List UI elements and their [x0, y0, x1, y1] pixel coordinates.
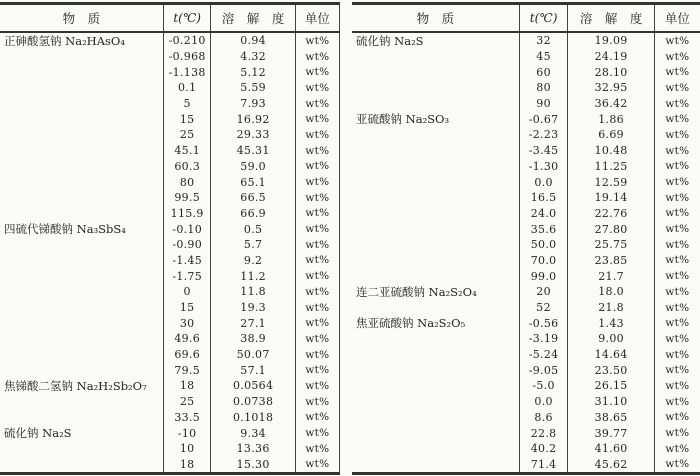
unit-cell: wt% — [296, 441, 340, 457]
data-row — [164, 80, 340, 96]
group-rows — [520, 284, 700, 315]
unit-cell: wt% — [296, 331, 340, 347]
substance-group — [352, 33, 700, 111]
data-row — [164, 457, 340, 473]
data-row — [164, 394, 340, 410]
temperature-cell: 80 — [164, 174, 212, 190]
unit-cell: wt% — [665, 411, 690, 424]
temperature-cell: 45.1 — [164, 143, 212, 159]
substance-group — [0, 378, 340, 425]
data-row — [520, 174, 700, 190]
solubility-cell: 57.1 — [211, 362, 295, 378]
unit-cell: wt% — [296, 190, 340, 206]
temperature-cell: 15 — [164, 111, 212, 127]
temperature-cell: -3.45 — [520, 143, 569, 159]
data-row — [520, 190, 700, 206]
unit-cell: wt% — [296, 111, 340, 127]
temperature-cell: 35.6 — [520, 221, 569, 237]
substance-cell — [352, 111, 520, 284]
solubility-cell: 6.69 — [568, 127, 654, 143]
solubility-cell: 10.48 — [568, 143, 654, 159]
unit-cell: wt% — [296, 268, 340, 284]
substance-group — [352, 284, 700, 315]
header-substance: 物 质 — [352, 5, 520, 31]
unit-cell: wt% — [296, 159, 340, 175]
temperature-cell: 5 — [164, 96, 212, 112]
group-rows — [520, 111, 700, 284]
temperature-cell: 52 — [520, 300, 569, 316]
solubility-cell: 0.0564 — [211, 378, 295, 394]
solubility-cell: 65.1 — [211, 174, 295, 190]
solubility-cell: 19.3 — [211, 300, 295, 316]
solubility-cell: 11.25 — [568, 159, 654, 175]
temperature-cell: 32 — [520, 33, 569, 49]
unit-cell: wt% — [665, 364, 690, 377]
substance-name: 正砷酸氢钠 Na₂HAsO₄ — [4, 33, 125, 48]
group-rows — [520, 33, 700, 111]
solubility-cell: 21.7 — [568, 268, 654, 284]
temperature-cell: 24.0 — [520, 206, 569, 222]
solubility-cell: 23.85 — [568, 253, 654, 269]
data-row — [520, 441, 700, 457]
unit-cell: wt% — [296, 394, 340, 410]
data-row — [520, 362, 700, 378]
temperature-cell: 50.0 — [520, 237, 569, 253]
substance-group — [0, 221, 340, 378]
unit-cell: wt% — [665, 207, 690, 220]
temperature-cell: 0 — [164, 284, 212, 300]
solubility-cell: 7.93 — [211, 96, 295, 112]
solubility-cell: 50.07 — [211, 347, 295, 363]
solubility-cell: 1.43 — [568, 315, 654, 331]
substance-name: 硫化钠 Na₂S — [356, 33, 424, 48]
solubility-cell: 22.76 — [568, 206, 654, 222]
solubility-cell: 29.33 — [211, 127, 295, 143]
temperature-cell: 30 — [164, 315, 212, 331]
temperature-cell: 16.5 — [520, 190, 569, 206]
temperature-cell: -5.0 — [520, 378, 569, 394]
solubility-cell: 59.0 — [211, 159, 295, 175]
unit-cell: wt% — [296, 425, 340, 441]
group-rows — [520, 315, 700, 472]
solubility-cell: 13.36 — [211, 441, 295, 457]
unit-cell: wt% — [296, 362, 340, 378]
substance-group — [0, 33, 340, 221]
unit-cell: wt% — [665, 458, 690, 471]
header-solubility: 溶 解 度 — [211, 5, 295, 31]
solubility-cell: 27.1 — [211, 315, 295, 331]
data-row — [164, 410, 340, 426]
temperature-cell: 22.8 — [520, 425, 569, 441]
temperature-cell: 49.6 — [164, 331, 212, 347]
solubility-cell: 28.10 — [568, 64, 654, 80]
temperature-cell: 60.3 — [164, 159, 212, 175]
unit-cell: wt% — [665, 254, 690, 267]
data-row — [164, 127, 340, 143]
unit-cell: wt% — [665, 34, 690, 47]
unit-cell: wt% — [665, 442, 690, 455]
unit-cell: wt% — [296, 284, 340, 300]
substance-cell — [0, 425, 164, 472]
solubility-cell: 45.62 — [568, 457, 654, 473]
group-rows — [164, 33, 340, 221]
temperature-cell: -0.10 — [164, 221, 212, 237]
header-unit: 单位 — [664, 11, 690, 26]
group-rows — [164, 221, 340, 378]
temperature-cell: 10 — [164, 441, 212, 457]
data-row — [520, 49, 700, 65]
unit-cell: wt% — [665, 223, 690, 236]
data-row — [164, 253, 340, 269]
data-row — [164, 206, 340, 222]
unit-cell: wt% — [665, 66, 690, 79]
temperature-cell: 18 — [164, 457, 212, 473]
temperature-cell: -5.24 — [520, 347, 569, 363]
temperature-cell: -3.19 — [520, 331, 569, 347]
temperature-cell: 33.5 — [164, 410, 212, 426]
temperature-cell: -0.56 — [520, 315, 569, 331]
temperature-cell: -0.210 — [164, 33, 212, 49]
unit-cell: wt% — [296, 410, 340, 426]
temperature-cell: 99.5 — [164, 190, 212, 206]
substance-name: 四硫代锑酸钠 Na₃SbS₄ — [4, 222, 126, 237]
data-row — [520, 127, 700, 143]
temperature-cell: 99.0 — [520, 268, 569, 284]
unit-cell: wt% — [296, 143, 340, 159]
header-temperature: t(℃) — [164, 5, 212, 31]
data-row — [520, 221, 700, 237]
temperature-cell: -1.75 — [164, 268, 212, 284]
temperature-cell: 0.0 — [520, 394, 569, 410]
temperature-cell: -1.138 — [164, 64, 212, 80]
temperature-cell: 80 — [520, 80, 569, 96]
temperature-cell: -9.05 — [520, 362, 569, 378]
temperature-cell: -0.90 — [164, 237, 212, 253]
solubility-cell: 11.2 — [211, 268, 295, 284]
header-solubility: 溶 解 度 — [568, 5, 654, 31]
unit-cell: wt% — [665, 379, 690, 392]
solubility-cell: 9.34 — [211, 425, 295, 441]
temperature-cell: 69.6 — [164, 347, 212, 363]
table-header — [0, 2, 340, 33]
solubility-cell: 12.59 — [568, 174, 654, 190]
data-row — [164, 441, 340, 457]
data-row — [164, 143, 340, 159]
data-row — [520, 111, 700, 127]
unit-cell: wt% — [296, 127, 340, 143]
solubility-cell: 5.7 — [211, 237, 295, 253]
data-row — [164, 362, 340, 378]
unit-cell: wt% — [665, 191, 690, 204]
solubility-cell: 9.2 — [211, 253, 295, 269]
solubility-cell: 4.32 — [211, 49, 295, 65]
table-body — [352, 33, 700, 475]
data-row — [520, 96, 700, 112]
unit-cell: wt% — [665, 50, 690, 63]
data-row — [520, 64, 700, 80]
data-row — [164, 111, 340, 127]
data-row — [520, 33, 700, 49]
solubility-cell: 32.95 — [568, 80, 654, 96]
solubility-cell: 1.86 — [568, 111, 654, 127]
unit-cell: wt% — [665, 395, 690, 408]
data-row — [520, 425, 700, 441]
solubility-cell: 0.94 — [211, 33, 295, 49]
data-row — [164, 237, 340, 253]
data-row — [164, 49, 340, 65]
temperature-cell: 70.0 — [520, 253, 569, 269]
temperature-cell: 25 — [164, 127, 212, 143]
table-body — [0, 33, 340, 475]
unit-cell: wt% — [665, 348, 690, 361]
temperature-cell: -1.30 — [520, 159, 569, 175]
substance-group — [352, 111, 700, 284]
substance-cell — [352, 315, 520, 472]
solubility-cell: 39.77 — [568, 425, 654, 441]
data-row — [520, 268, 700, 284]
data-row — [520, 80, 700, 96]
solubility-cell: 16.92 — [211, 111, 295, 127]
temperature-cell: -10 — [164, 425, 212, 441]
data-row — [520, 206, 700, 222]
solubility-cell: 21.8 — [568, 300, 654, 316]
solubility-cell: 18.0 — [568, 284, 654, 300]
temperature-cell: -1.45 — [164, 253, 212, 269]
data-row — [164, 425, 340, 441]
substance-group — [0, 425, 340, 472]
header-temperature: t(℃) — [520, 5, 569, 31]
data-row — [164, 190, 340, 206]
unit-cell: wt% — [665, 113, 690, 126]
solubility-cell: 5.59 — [211, 80, 295, 96]
data-row — [520, 394, 700, 410]
data-row — [520, 331, 700, 347]
solubility-cell: 19.14 — [568, 190, 654, 206]
substance-cell — [352, 284, 520, 315]
solubility-cell: 14.64 — [568, 347, 654, 363]
group-rows — [164, 378, 340, 425]
data-row — [520, 159, 700, 175]
solubility-cell: 66.5 — [211, 190, 295, 206]
substance-cell — [0, 33, 164, 221]
unit-cell: wt% — [296, 347, 340, 363]
unit-cell: wt% — [296, 206, 340, 222]
data-row — [520, 253, 700, 269]
solubility-cell: 15.30 — [211, 457, 295, 473]
unit-cell: wt% — [665, 144, 690, 157]
temperature-cell: 20 — [520, 284, 569, 300]
unit-cell: wt% — [665, 128, 690, 141]
substance-cell — [352, 33, 520, 111]
temperature-cell: -2.23 — [520, 127, 569, 143]
temperature-cell: 71.4 — [520, 457, 569, 473]
temperature-cell: -0.968 — [164, 49, 212, 65]
unit-cell: wt% — [296, 96, 340, 112]
unit-cell: wt% — [296, 457, 340, 473]
solubility-cell: 31.10 — [568, 394, 654, 410]
unit-cell: wt% — [296, 64, 340, 80]
data-row — [164, 221, 340, 237]
solubility-cell: 66.9 — [211, 206, 295, 222]
substance-name: 焦亚硫酸钠 Na₂S₂O₅ — [356, 316, 466, 331]
substance-name: 亚硫酸钠 Na₂SO₃ — [356, 112, 450, 127]
temperature-cell: -0.67 — [520, 111, 569, 127]
data-row — [520, 284, 700, 300]
unit-cell: wt% — [665, 238, 690, 251]
substance-name: 硫化钠 Na₂S — [4, 426, 72, 441]
unit-cell: wt% — [296, 315, 340, 331]
unit-cell: wt% — [665, 427, 690, 440]
unit-cell: wt% — [296, 253, 340, 269]
temperature-cell: 15 — [164, 300, 212, 316]
unit-cell: wt% — [296, 300, 340, 316]
data-row — [164, 33, 340, 49]
unit-cell: wt% — [665, 332, 690, 345]
substance-name: 焦锑酸二氢钠 Na₂H₂Sb₂O₇ — [4, 378, 147, 393]
solubility-cell: 11.8 — [211, 284, 295, 300]
header-unit: 单位 — [296, 5, 340, 31]
temperature-cell: 45 — [520, 49, 569, 65]
data-row — [520, 143, 700, 159]
unit-cell: wt% — [296, 237, 340, 253]
substance-cell — [0, 221, 164, 378]
solubility-cell: 5.12 — [211, 64, 295, 80]
solubility-cell: 19.09 — [568, 33, 654, 49]
temperature-cell: 79.5 — [164, 362, 212, 378]
data-row — [520, 300, 700, 316]
unit-cell: wt% — [665, 81, 690, 94]
data-row — [164, 284, 340, 300]
solubility-cell: 36.42 — [568, 96, 654, 112]
data-row — [520, 347, 700, 363]
data-row — [164, 378, 340, 394]
temperature-cell: 60 — [520, 64, 569, 80]
data-row — [164, 331, 340, 347]
unit-cell: wt% — [296, 49, 340, 65]
substance-group — [352, 315, 700, 472]
header-substance: 物 质 — [0, 5, 164, 31]
data-row — [520, 378, 700, 394]
substance-cell — [0, 378, 164, 425]
solubility-cell: 9.00 — [568, 331, 654, 347]
unit-cell: wt% — [296, 174, 340, 190]
data-row — [164, 268, 340, 284]
data-row — [164, 347, 340, 363]
unit-cell: wt% — [296, 33, 340, 49]
data-row — [164, 174, 340, 190]
data-row — [520, 457, 700, 473]
temperature-cell: 18 — [164, 378, 212, 394]
solubility-cell: 24.19 — [568, 49, 654, 65]
solubility-cell: 38.65 — [568, 410, 654, 426]
solubility-cell: 26.15 — [568, 378, 654, 394]
solubility-table-right — [352, 2, 700, 475]
group-rows — [164, 425, 340, 472]
data-row — [520, 410, 700, 426]
substance-name: 连二亚硫酸钠 Na₂S₂O₄ — [356, 284, 477, 299]
temperature-cell: 0.1 — [164, 80, 212, 96]
unit-cell: wt% — [665, 176, 690, 189]
unit-cell: wt% — [296, 221, 340, 237]
data-row — [164, 64, 340, 80]
solubility-cell: 0.5 — [211, 221, 295, 237]
data-row — [164, 315, 340, 331]
data-row — [520, 315, 700, 331]
unit-cell: wt% — [296, 378, 340, 394]
solubility-cell: 25.75 — [568, 237, 654, 253]
solubility-cell: 0.0738 — [211, 394, 295, 410]
unit-cell: wt% — [665, 301, 690, 314]
solubility-cell: 41.60 — [568, 441, 654, 457]
unit-cell: wt% — [665, 270, 690, 283]
solubility-cell: 38.9 — [211, 331, 295, 347]
data-row — [164, 96, 340, 112]
solubility-table-left — [0, 2, 340, 475]
temperature-cell: 115.9 — [164, 206, 212, 222]
table-header — [352, 2, 700, 33]
temperature-cell: 90 — [520, 96, 569, 112]
temperature-cell: 8.6 — [520, 410, 569, 426]
solubility-cell: 45.31 — [211, 143, 295, 159]
data-row — [164, 300, 340, 316]
temperature-cell: 25 — [164, 394, 212, 410]
solubility-cell: 23.50 — [568, 362, 654, 378]
unit-cell: wt% — [665, 317, 690, 330]
data-row — [520, 237, 700, 253]
data-row — [164, 159, 340, 175]
unit-cell: wt% — [665, 160, 690, 173]
unit-cell: wt% — [296, 80, 340, 96]
temperature-cell: 0.0 — [520, 174, 569, 190]
solubility-cell: 0.1018 — [211, 410, 295, 426]
unit-cell: wt% — [665, 97, 690, 110]
temperature-cell: 40.2 — [520, 441, 569, 457]
unit-cell: wt% — [665, 285, 690, 298]
solubility-cell: 27.80 — [568, 221, 654, 237]
